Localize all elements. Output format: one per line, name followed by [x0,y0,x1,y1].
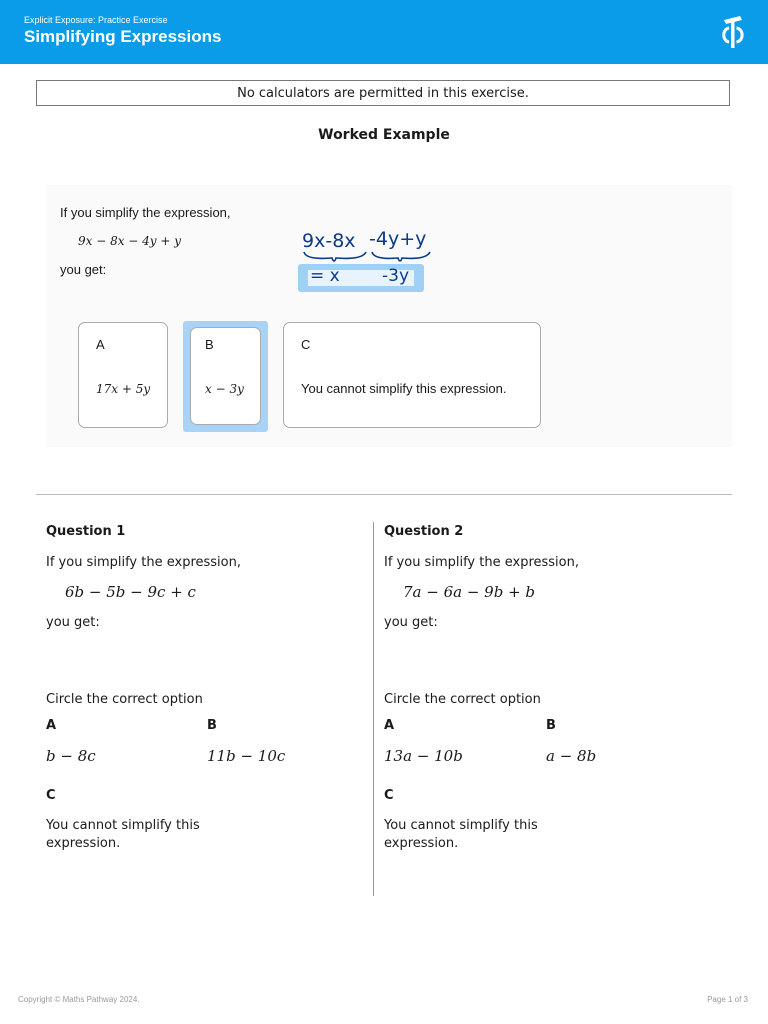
page-header [0,0,768,64]
worked-example-you-get: you get: [60,262,107,277]
handwriting-line1b: -4y+y [369,228,427,250]
column-divider [373,522,374,896]
option-card-a [78,322,168,428]
question-2-you-get: you get: [384,615,438,630]
question-2-title: Question 2 [384,524,464,539]
question-1-option-c-line1[interactable]: You cannot simplify this [46,818,200,833]
option-b-value: x − 3y [205,382,244,396]
question-2-option-b-value[interactable]: a − 8b [546,747,597,765]
question-2-circle-prompt: Circle the correct option [384,692,541,707]
handwritten-working [296,222,446,292]
question-1-option-b-label: B [207,718,217,733]
option-c-label: C [301,337,311,352]
question-2-option-b-label: B [546,718,556,733]
question-1-option-c-line2[interactable]: expression. [46,836,121,851]
worked-example-intro: If you simplify the expression, [60,205,231,220]
option-a-label: A [96,337,105,352]
question-1-you-get: you get: [46,615,100,630]
footer-page-number: Page 1 of 3 [707,995,748,1004]
option-card-b [190,327,261,425]
question-2-option-a-label: A [384,718,395,733]
option-b-label: B [205,337,214,352]
question-1-title: Question 1 [46,524,126,539]
question-1-option-a-value[interactable]: b − 8c [46,747,96,765]
question-2-intro: If you simplify the expression, [384,555,579,570]
worked-example-title: Worked Example [318,127,450,143]
question-2-option-c-line2[interactable]: expression. [384,836,459,851]
header-title: Simplifying Expressions [24,27,222,46]
question-2-option-c-line1[interactable]: You cannot simplify this [384,818,538,833]
calculator-notice: No calculators are permitted in this exercise. [36,80,730,106]
handwriting-line2b: -3y [382,266,410,286]
handwriting-line2a: = x [310,266,340,286]
question-1-option-c-label: C [46,788,56,803]
option-c-value: You cannot simplify this expression. [301,381,507,396]
option-a-value: 17x + 5y [96,382,151,396]
worked-example-expression: 9x − 8x − 4y + y [78,234,182,248]
header-subtitle: Explicit Exposure: Practice Exercise [24,15,168,25]
section-divider [36,494,732,495]
option-card-c [283,322,541,428]
question-1-expression: 6b − 5b − 9c + c [65,583,196,601]
brace-left-icon [304,252,366,261]
footer-copyright: Copyright © Maths Pathway 2024. [18,995,140,1004]
question-1-option-a-label: A [46,718,57,733]
question-1-option-b-value[interactable]: 11b − 10c [207,747,286,765]
question-2-option-a-value[interactable]: 13a − 10b [384,747,463,765]
handwriting-line1a: 9x-8x [302,230,356,252]
question-2-option-c-label: C [384,788,394,803]
question-1-intro: If you simplify the expression, [46,555,241,570]
maths-pathway-logo-icon [718,14,748,50]
brace-right-icon [372,252,430,261]
question-1-circle-prompt: Circle the correct option [46,692,203,707]
question-2-expression: 7a − 6a − 9b + b [403,583,536,601]
